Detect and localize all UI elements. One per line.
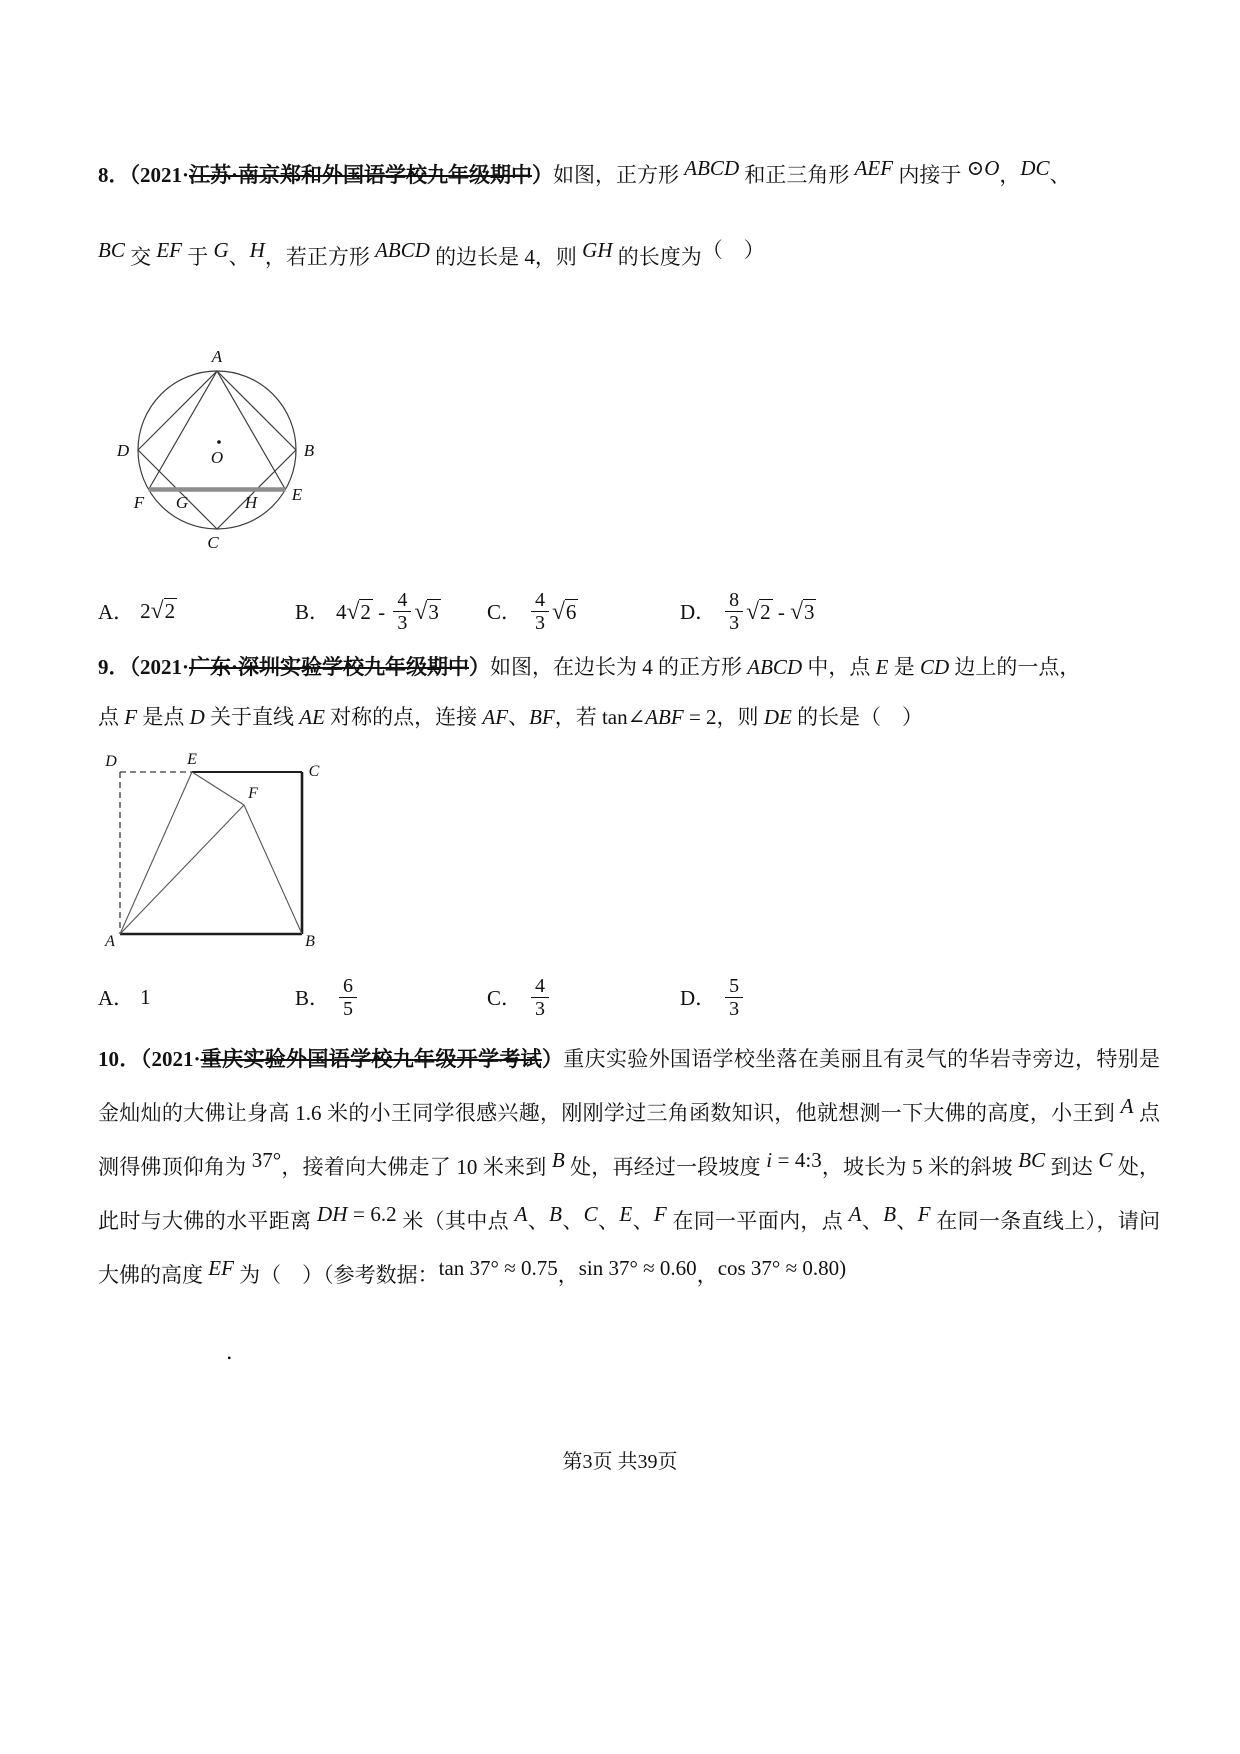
fraction: $\frac{8}{3}$ <box>725 589 743 634</box>
text-segment: 在同一平面内，点 <box>666 1209 849 1233</box>
text-segment: （2021· <box>129 163 190 187</box>
fraction: $\frac{4}{3}$ <box>531 975 549 1020</box>
text-segment: 处，此时与大佛的水平距离 <box>98 1155 1161 1233</box>
label-h: H <box>244 493 258 512</box>
text-segment: 1 <box>140 984 151 1009</box>
text-segment: EF <box>208 1256 234 1280</box>
q8-choice-d <box>680 589 1160 634</box>
text-segment: tan 37° ≈ 0.75 <box>438 1256 558 1280</box>
choice-label: B． <box>295 600 331 624</box>
text-segment: ABCD <box>747 655 803 679</box>
text-segment: D <box>189 705 205 729</box>
text-segment: 在同一条直线上），请问大佛的高度 <box>98 1209 1161 1287</box>
text-segment: BC <box>98 238 125 262</box>
text-segment: E <box>875 655 889 679</box>
text-segment: 、 <box>561 1209 584 1233</box>
choice-label: A． <box>98 986 135 1010</box>
text-segment: cos 37° ≈ 0.80) <box>717 1256 847 1280</box>
text-segment: = 6.2 <box>347 1202 397 1226</box>
text-segment: 、 <box>228 245 250 269</box>
text-segment: 到达 <box>1045 1155 1099 1179</box>
text-segment: 、 <box>861 1209 884 1233</box>
label-e: E <box>291 485 303 504</box>
side-af <box>149 371 217 490</box>
text-segment: 米（其中点 <box>396 1209 515 1233</box>
label-e: E <box>187 751 197 768</box>
choice-value <box>140 985 151 1010</box>
choice-value <box>336 589 441 634</box>
text-segment: B <box>883 1202 897 1226</box>
choice-label: D． <box>680 986 717 1010</box>
text-segment: BC <box>1018 1148 1046 1172</box>
fraction: $\frac{4}{3}$ <box>531 589 549 634</box>
text-segment: A <box>848 1202 862 1226</box>
label-d: D <box>105 753 117 770</box>
text-segment: ， <box>696 1263 718 1287</box>
label-d: D <box>116 441 130 460</box>
label-a: A <box>211 347 223 366</box>
choice-value <box>528 975 552 1020</box>
choice-value <box>528 589 578 634</box>
choice-value <box>336 975 360 1020</box>
text-segment: E <box>619 1202 633 1226</box>
line-ef <box>192 772 244 805</box>
text-segment: （2021· <box>129 655 190 679</box>
line-ae <box>120 772 192 934</box>
text-segment: 、 <box>527 1209 550 1233</box>
text-segment: 处，再经过一段坡度 <box>564 1155 767 1179</box>
q8-figure <box>108 330 328 558</box>
text-segment: AE <box>299 705 325 729</box>
radical: √2 <box>746 598 771 625</box>
side-ad <box>138 371 217 450</box>
q9-choice-d <box>680 975 1160 1020</box>
text-segment: 、 <box>597 1209 620 1233</box>
text-segment: C <box>583 1202 598 1226</box>
q9-choice-a <box>98 982 295 1012</box>
choice-label: C． <box>487 986 523 1010</box>
text-segment: B <box>549 1202 562 1226</box>
text-segment: F <box>124 705 138 729</box>
text-segment: 、 <box>508 705 530 729</box>
text-segment: = 4:3 <box>772 1148 822 1172</box>
text-segment: ABF <box>645 705 684 729</box>
text-segment: F <box>917 1202 931 1226</box>
text-segment: ，若 tan∠ <box>554 705 646 729</box>
text-segment: ，接着向大佛走了 10 米来到 <box>281 1155 552 1179</box>
text-segment: 9． <box>98 655 130 679</box>
text-segment: EF <box>156 238 182 262</box>
label-c: C <box>308 763 320 780</box>
text-segment: 2 <box>140 598 151 623</box>
text-segment: 对称的点，连接 <box>324 705 483 729</box>
text-segment: G <box>213 238 229 262</box>
fraction: $\frac{5}{3}$ <box>725 975 743 1020</box>
text-segment: F <box>653 1202 667 1226</box>
q8-choice-a <box>98 596 295 626</box>
text-segment: 于 <box>182 245 214 269</box>
text-segment: - <box>772 599 791 624</box>
label-o: O <box>210 448 224 467</box>
line-af <box>120 805 244 934</box>
text-segment: 、 <box>1049 163 1071 187</box>
choice-value <box>140 598 177 625</box>
text-segment: i <box>766 1148 773 1172</box>
text-segment: A <box>514 1202 528 1226</box>
text-segment: DH <box>317 1202 348 1226</box>
text-segment: 、 <box>896 1209 918 1233</box>
text-segment: 37° <box>251 1148 282 1172</box>
text-segment: 江苏·南京郑和外国语学校九年级期中 <box>189 163 533 187</box>
page-footer: 第3页 共39页 <box>562 1451 678 1473</box>
label-f: F <box>133 493 145 512</box>
text-segment: 是点 <box>137 705 190 729</box>
text-segment: CD <box>919 655 950 679</box>
label-g: G <box>175 493 189 512</box>
text-segment: GH <box>582 238 613 262</box>
text-segment: 内接于 <box>893 163 967 187</box>
text-segment: ABCD <box>684 156 740 180</box>
text-segment: 4 <box>336 599 347 624</box>
q9-choices <box>98 966 1160 1028</box>
text-segment: ABCD <box>375 238 430 262</box>
text-segment: 如图，正方形 <box>553 163 685 187</box>
text-segment: B <box>551 1148 565 1172</box>
q9-figure <box>98 748 338 956</box>
fraction: $\frac{6}{5}$ <box>339 975 357 1020</box>
radical: √3 <box>790 598 815 625</box>
q10-paragraph <box>98 1032 1160 1302</box>
text-segment: 的边长是 4，则 <box>429 245 583 269</box>
q8-choices <box>98 580 1160 642</box>
text-segment: 点测得佛顶仰角为 <box>98 1101 1161 1179</box>
text-segment: （2021· <box>140 1047 201 1071</box>
text-segment: - <box>372 599 391 624</box>
q9-choice-c <box>487 975 680 1020</box>
choice-label: B． <box>295 986 331 1010</box>
text-segment: 10． <box>98 1047 141 1071</box>
text-segment: ） <box>532 163 554 187</box>
text-segment: （ ） <box>701 238 765 262</box>
text-segment: ） <box>541 1047 564 1071</box>
label-c: C <box>207 533 219 552</box>
q8-text-line2 <box>98 238 1160 272</box>
text-segment: 中，点 <box>802 655 876 679</box>
q9-text-line2 <box>98 702 1160 732</box>
line-fb <box>244 805 302 934</box>
text-segment: 交 <box>124 245 157 269</box>
choice-label: A． <box>98 600 135 624</box>
q9-text-line1 <box>98 652 1160 682</box>
center-dot <box>217 440 221 444</box>
label-f: F <box>248 785 258 802</box>
label-a: A <box>105 933 115 950</box>
choice-value <box>722 589 816 634</box>
text-segment: sin 37° ≈ 0.60 <box>578 1256 697 1280</box>
text-segment: ， <box>557 1263 579 1287</box>
choice-label: D． <box>680 600 717 624</box>
text-segment: 、 <box>632 1209 654 1233</box>
text-segment: C <box>1098 1148 1113 1172</box>
radical: √3 <box>414 598 439 625</box>
choice-label: C． <box>487 600 523 624</box>
label-b: B <box>305 933 315 950</box>
text-segment: DE <box>763 705 792 729</box>
text-segment: AF <box>482 705 509 729</box>
text-segment: H <box>249 238 265 262</box>
radical: √2 <box>346 598 371 625</box>
fraction: $\frac{4}{3}$ <box>393 589 411 634</box>
radical: √6 <box>552 598 577 625</box>
text-segment: 点 <box>98 705 125 729</box>
choice-value <box>722 975 746 1020</box>
text-segment: = 2，则 <box>683 705 764 729</box>
text-segment: 重庆实验外国语学校坐落在美丽且有灵气的华岩寺旁边，特别是金灿灿的大佛让身高 1.6 米的小王同学很感兴趣，刚刚学过三角函数知识，他就想测一下大佛的高度，小王到 <box>98 1047 1161 1125</box>
text-segment: 为（ ）（参考数据： <box>233 1263 439 1287</box>
text-segment: A <box>1120 1094 1134 1118</box>
text-segment: BF <box>529 705 555 729</box>
q9-choice-b <box>295 975 487 1020</box>
text-segment: ⊙O <box>966 156 1000 180</box>
text-segment: 的长度为 <box>612 245 702 269</box>
text-segment: 是 <box>888 655 920 679</box>
q8-text-line1 <box>98 156 1160 190</box>
text-segment: AEF <box>854 156 894 180</box>
text-segment: 如图，在边长为 4 的正方形 <box>490 655 748 679</box>
q8-choice-c <box>487 589 680 634</box>
text-segment: ） <box>469 655 491 679</box>
label-b: B <box>303 441 315 460</box>
text-segment: ，坡长为 5 米的斜坡 <box>821 1155 1019 1179</box>
text-segment: 8． <box>98 163 130 187</box>
text-segment: ， <box>999 163 1021 187</box>
text-segment: 边上的一点， <box>949 655 1081 679</box>
stray-period: ． <box>226 1340 247 1364</box>
text-segment: 和正三角形 <box>739 163 855 187</box>
text-segment: 关于直线 <box>204 705 300 729</box>
text-segment: ，若正方形 <box>264 245 376 269</box>
text-segment: DC <box>1020 156 1050 180</box>
side-ae <box>217 371 285 490</box>
side-ab <box>217 371 296 450</box>
text-segment: 广东·深圳实验学校九年级期中 <box>189 655 470 679</box>
radical: √2 <box>150 597 176 624</box>
text-segment: 重庆实验外国语学校九年级开学考试 <box>200 1047 542 1071</box>
text-segment: 的长是（ ） <box>791 705 924 729</box>
q8-choice-b <box>295 589 487 634</box>
